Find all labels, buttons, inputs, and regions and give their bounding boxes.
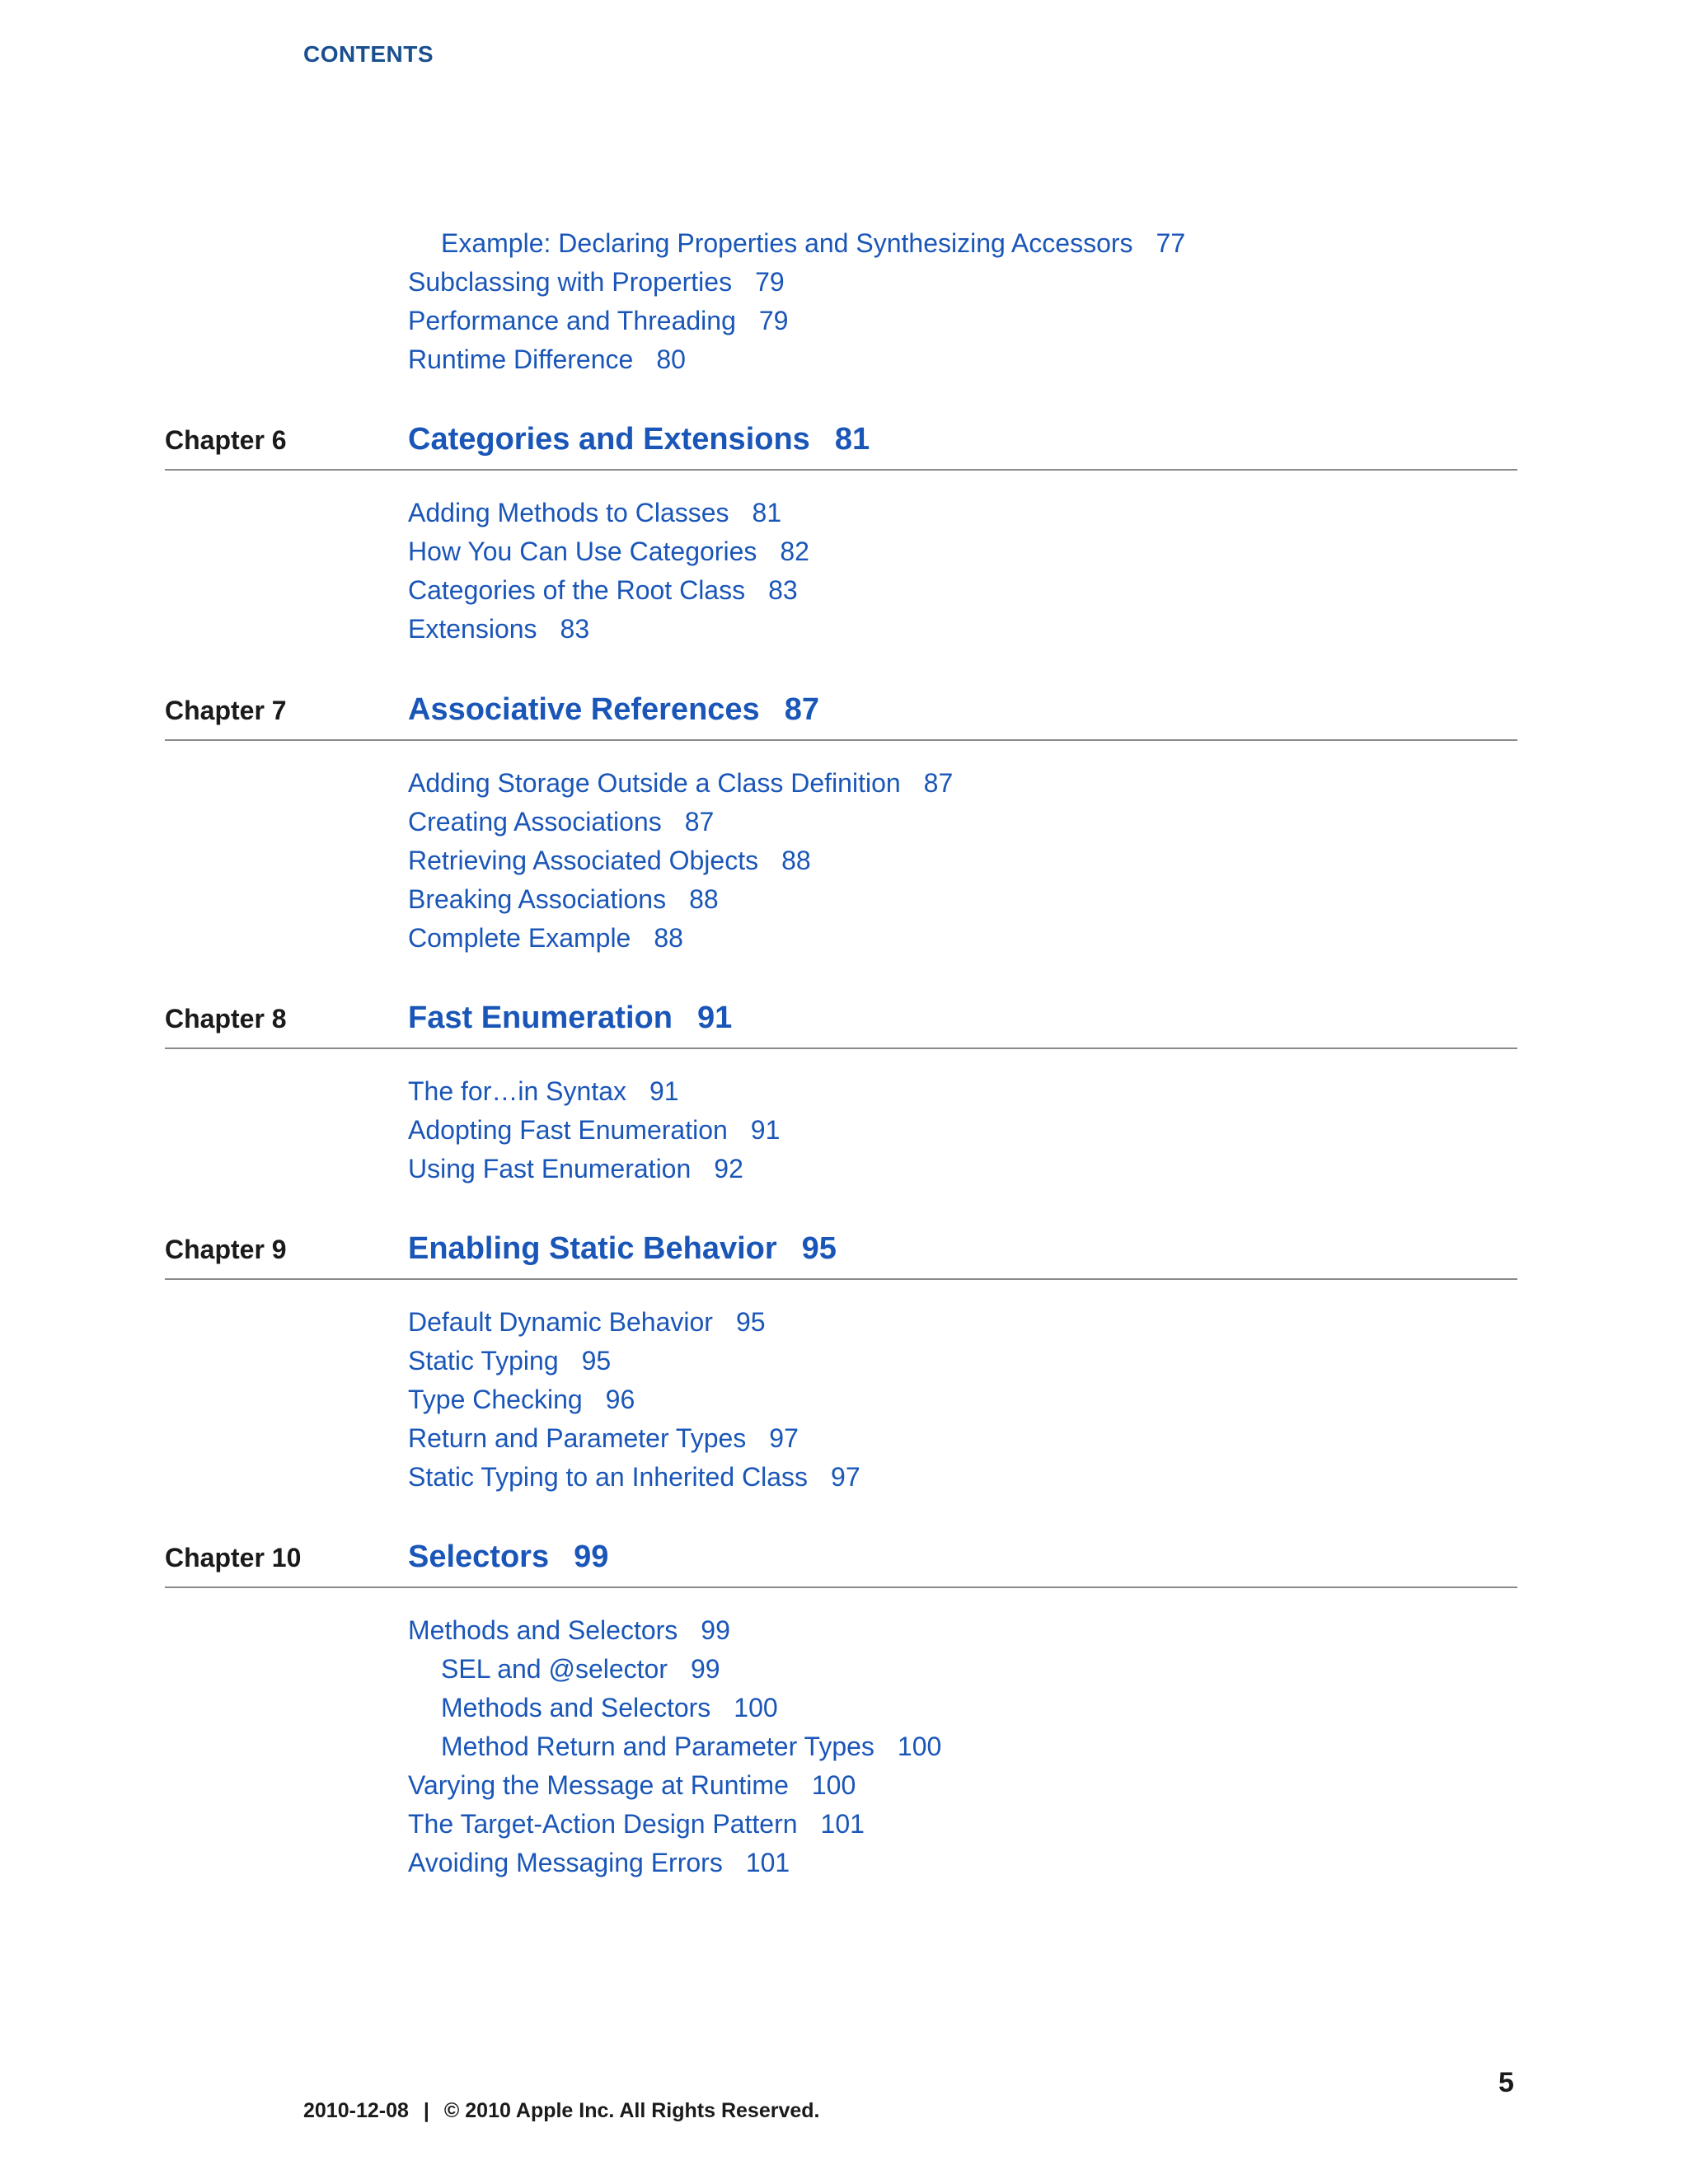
toc-entry-title: Return and Parameter Types bbox=[408, 1423, 747, 1453]
toc-entry-page: 83 bbox=[768, 575, 798, 605]
toc-entry[interactable] bbox=[408, 1423, 799, 1454]
toc-entry-page: 91 bbox=[649, 1076, 679, 1106]
chapter-title[interactable] bbox=[408, 1540, 608, 1575]
toc-entry-title: Static Typing bbox=[408, 1346, 559, 1376]
chapter-title-page: 81 bbox=[834, 422, 870, 457]
toc-entry-page: 83 bbox=[560, 614, 590, 644]
toc-entry[interactable] bbox=[408, 807, 714, 837]
chapter-divider bbox=[165, 1278, 1517, 1280]
toc-entry[interactable] bbox=[408, 1346, 611, 1376]
toc-entry-title: Static Typing to an Inherited Class bbox=[408, 1462, 809, 1492]
toc-entry-title: Adding Methods to Classes bbox=[408, 498, 729, 527]
toc-entry-page: 99 bbox=[701, 1615, 730, 1645]
toc-entry-title: Type Checking bbox=[408, 1385, 583, 1414]
chapter-title[interactable] bbox=[408, 692, 819, 728]
chapter-label: Chapter 6 bbox=[165, 425, 287, 455]
toc-entry-title: How You Can Use Categories bbox=[408, 537, 757, 566]
chapter-title[interactable] bbox=[408, 422, 870, 457]
footer bbox=[303, 2099, 820, 2123]
footer-separator: | bbox=[423, 2099, 429, 2122]
toc-entry-page: 87 bbox=[684, 807, 715, 837]
chapter-title-text: Categories and Extensions bbox=[408, 422, 810, 457]
toc-entry-title: Breaking Associations bbox=[408, 884, 667, 914]
chapter-label: Chapter 9 bbox=[165, 1235, 287, 1264]
toc-entry[interactable] bbox=[408, 846, 811, 876]
toc-entry-page: 101 bbox=[820, 1809, 865, 1839]
toc-entry-page: 87 bbox=[923, 768, 954, 798]
toc-entry-page: 100 bbox=[897, 1732, 942, 1761]
toc-entry-title: Subclassing with Properties bbox=[408, 267, 733, 297]
running-header: CONTENTS bbox=[303, 41, 434, 67]
toc-entry-page: 100 bbox=[811, 1770, 856, 1800]
toc-entry[interactable] bbox=[408, 1115, 780, 1146]
toc-entry-page: 81 bbox=[752, 498, 782, 527]
toc-subentry[interactable] bbox=[441, 228, 1185, 259]
toc-entry-page: 95 bbox=[581, 1346, 612, 1376]
toc-entry-page: 97 bbox=[831, 1462, 860, 1492]
toc-subentry[interactable] bbox=[441, 1693, 778, 1723]
chapter-title[interactable] bbox=[408, 1231, 837, 1267]
toc-entry-title: The for…in Syntax bbox=[408, 1076, 626, 1106]
toc-entry-title: Methods and Selectors bbox=[441, 1693, 711, 1722]
toc-entry-title: Performance and Threading bbox=[408, 306, 736, 335]
toc-entry-page: 97 bbox=[769, 1423, 799, 1453]
toc-entry-title: Methods and Selectors bbox=[408, 1615, 678, 1645]
toc-entry[interactable] bbox=[408, 1770, 856, 1801]
toc-entry-page: 100 bbox=[734, 1693, 778, 1722]
toc-entry-page: 77 bbox=[1156, 228, 1186, 258]
chapter-divider bbox=[165, 469, 1517, 471]
page-number: 5 bbox=[1498, 2067, 1514, 2098]
toc-entry-page: 79 bbox=[758, 306, 789, 335]
toc-entry-page: 88 bbox=[781, 846, 811, 875]
toc-entry-title: Retrieving Associated Objects bbox=[408, 846, 759, 875]
toc-entry-page: 91 bbox=[750, 1115, 781, 1145]
chapter-divider bbox=[165, 739, 1517, 741]
toc-entry[interactable] bbox=[408, 1307, 766, 1338]
toc-entry[interactable] bbox=[408, 1385, 635, 1415]
toc-subentry[interactable] bbox=[441, 1654, 720, 1685]
toc-entry[interactable] bbox=[408, 344, 686, 375]
toc-entry-page: 99 bbox=[691, 1654, 720, 1684]
toc-entry-page: 79 bbox=[755, 267, 785, 297]
toc-entry[interactable] bbox=[408, 1462, 860, 1493]
chapter-title-text: Enabling Static Behavior bbox=[408, 1231, 777, 1266]
toc-entry[interactable] bbox=[408, 306, 788, 336]
chapter-title-page: 95 bbox=[801, 1231, 837, 1266]
chapter-title-page: 99 bbox=[574, 1540, 609, 1574]
toc-entry[interactable] bbox=[408, 1615, 730, 1646]
toc-entry-title: Extensions bbox=[408, 614, 537, 644]
toc-entry-title: Default Dynamic Behavior bbox=[408, 1307, 713, 1337]
chapter-title-page: 91 bbox=[696, 1001, 733, 1035]
toc-entry-title: Varying the Message at Runtime bbox=[408, 1770, 789, 1800]
toc-entry-title: SEL and @selector bbox=[441, 1654, 668, 1684]
toc-entry[interactable] bbox=[408, 1076, 679, 1107]
toc-entry-title: Adding Storage Outside a Class Definition bbox=[408, 768, 901, 798]
toc-entry-title: Categories of the Root Class bbox=[408, 575, 746, 605]
chapter-title-text: Associative References bbox=[408, 692, 760, 727]
toc-entry-page: 88 bbox=[654, 923, 683, 953]
toc-entry-title: Example: Declaring Properties and Synthesizing Accessors bbox=[441, 228, 1133, 258]
toc-entry[interactable] bbox=[408, 1154, 743, 1184]
toc-entry-page: 82 bbox=[780, 537, 809, 566]
toc-entry-title: Runtime Difference bbox=[408, 344, 634, 374]
chapter-title-text: Fast Enumeration bbox=[408, 1001, 673, 1035]
footer-date: 2010-12-08 bbox=[303, 2099, 409, 2122]
toc-entry-title: The Target-Action Design Pattern bbox=[408, 1809, 798, 1839]
toc-entry[interactable] bbox=[408, 498, 781, 528]
toc-entry-page: 101 bbox=[745, 1848, 790, 1877]
toc-entry[interactable] bbox=[408, 923, 683, 954]
toc-entry-title: Method Return and Parameter Types bbox=[441, 1732, 874, 1761]
chapter-divider bbox=[165, 1047, 1517, 1049]
toc-entry[interactable] bbox=[408, 614, 589, 644]
toc-entry-page: 95 bbox=[735, 1307, 766, 1337]
toc-entry-title: Using Fast Enumeration bbox=[408, 1154, 692, 1183]
toc-entry-title: Adopting Fast Enumeration bbox=[408, 1115, 728, 1145]
toc-entry[interactable] bbox=[408, 1848, 790, 1878]
toc-entry[interactable] bbox=[408, 267, 785, 298]
toc-entry-title: Creating Associations bbox=[408, 807, 662, 837]
toc-entry-page: 88 bbox=[689, 884, 719, 914]
toc-entry-page: 92 bbox=[714, 1154, 743, 1183]
toc-subentry[interactable] bbox=[441, 1732, 941, 1762]
footer-copyright: © 2010 Apple Inc. All Rights Reserved. bbox=[443, 2099, 820, 2122]
toc-entry[interactable] bbox=[408, 768, 953, 799]
toc-entry-page: 96 bbox=[605, 1385, 635, 1414]
chapter-label: Chapter 7 bbox=[165, 696, 287, 725]
chapter-title-text: Selectors bbox=[408, 1540, 550, 1574]
toc-entry[interactable] bbox=[408, 1809, 865, 1840]
toc-entry-title: Avoiding Messaging Errors bbox=[408, 1848, 723, 1877]
toc-entry[interactable] bbox=[408, 884, 719, 915]
chapter-label: Chapter 8 bbox=[165, 1004, 287, 1033]
toc-entry-title: Complete Example bbox=[408, 923, 631, 953]
chapter-label: Chapter 10 bbox=[165, 1543, 302, 1572]
chapter-title-page: 87 bbox=[784, 692, 819, 727]
toc-entry[interactable] bbox=[408, 575, 798, 606]
toc-entry-page: 80 bbox=[656, 344, 686, 374]
toc-entry[interactable] bbox=[408, 537, 809, 567]
chapter-title[interactable] bbox=[408, 1001, 732, 1036]
chapter-divider bbox=[165, 1586, 1517, 1588]
